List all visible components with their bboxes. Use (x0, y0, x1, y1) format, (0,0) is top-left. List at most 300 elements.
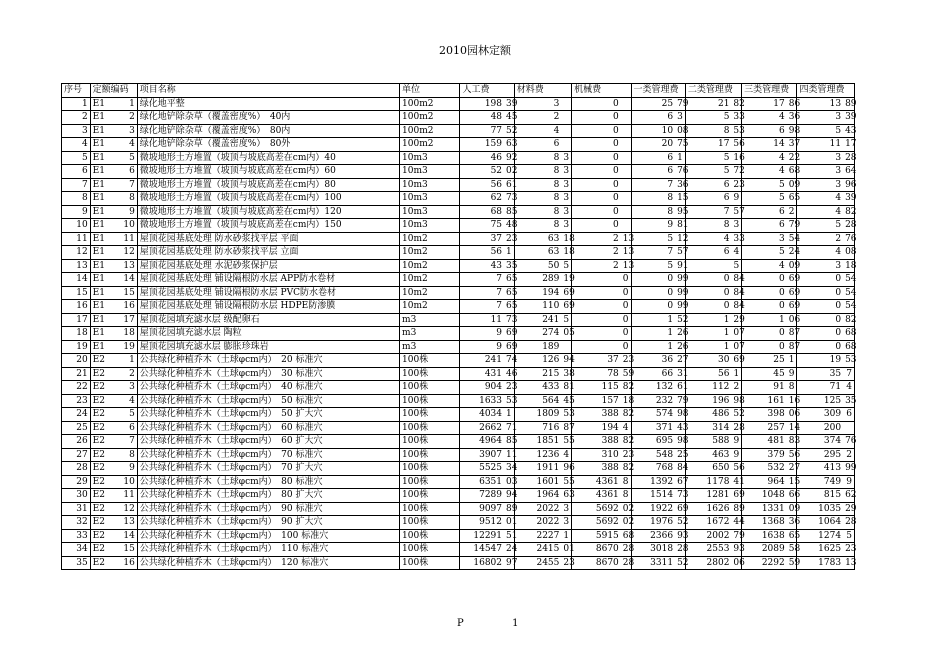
cell-unit: 100株 (400, 435, 460, 449)
cell-row-index: 26 (62, 435, 91, 449)
cell-mgmt1-dec: 1 (675, 151, 685, 165)
cell-material-dec (561, 138, 571, 152)
cell-machine-int (572, 313, 621, 327)
cell-material-int: 2022 (514, 502, 561, 516)
cell-material-dec: 96 (563, 463, 575, 473)
cell-material-dec: 55 (563, 436, 575, 446)
cell-machine-dec: 02 (622, 503, 635, 514)
cell-mgmt1-dec: 52 (677, 314, 689, 325)
cell-mgmt4-dec: 35 (845, 395, 857, 406)
cell-labor-int: 56 (460, 246, 504, 260)
cell-machine-int: 388 (572, 435, 621, 449)
cell-machine-int: 2 (572, 246, 621, 260)
cell-machine-int: 0 (572, 165, 621, 179)
cell-machine-dec: 13 (622, 247, 635, 257)
cell-material-int: 2022 (514, 516, 561, 530)
cell-labor-dec: 85 (506, 436, 518, 446)
cell-mgmt4-int: 200 (797, 421, 843, 435)
cell-mgmt3-int: 0 (742, 273, 787, 287)
cell-mgmt3-int: 0 (742, 286, 787, 300)
cell-mgmt2-dec: 33 (733, 112, 745, 122)
cell-row-index: 6 (62, 165, 91, 179)
cell-unit: 100m2 (400, 124, 460, 138)
cell-row-index: 31 (62, 502, 91, 516)
cell-mgmt1-int: 768 (631, 462, 675, 476)
cell-code-prefix: E1 (90, 111, 103, 125)
cell-mgmt3-dec: 65 (788, 530, 801, 541)
cell-labor-int: 4034 (460, 408, 504, 422)
cell-mgmt2-int: 30 (685, 354, 731, 368)
cell-code-prefix: E1 (90, 138, 103, 152)
cell-code-prefix: E1 (90, 273, 103, 287)
cell-mgmt1-int: 1976 (631, 516, 675, 530)
cell-row-index: 25 (62, 421, 91, 435)
cell-labor-int: 62 (460, 192, 504, 206)
cell-machine-int (572, 273, 621, 287)
cell-machine-int: 5692 (572, 502, 621, 516)
cell-mgmt3-int: 161 (742, 394, 787, 408)
cell-mgmt2-int: 8 (685, 124, 731, 138)
cell-labor-dec: 45 (506, 112, 518, 122)
cell-item-name: 公共绿化种植乔木（土球φcm内） 70 扩大穴 (137, 462, 399, 476)
cell-mgmt4-int: 4 (797, 192, 843, 206)
cell-mgmt2-int: 1 (685, 313, 731, 327)
cell-mgmt4-int: 1625 (797, 543, 843, 557)
cell-machine-dec: 8 (621, 489, 631, 503)
cell-labor-dec: 65 (506, 301, 518, 311)
cell-mgmt3-dec: 87 (788, 328, 801, 338)
cell-mgmt3-dec: 27 (788, 463, 801, 473)
cell-mgmt3-dec: 37 (788, 139, 801, 149)
cell-code-number: 9 (103, 205, 137, 219)
cell-machine-int: 8670 (572, 556, 621, 570)
cell-machine-int: 5692 (572, 516, 621, 530)
cell-machine-int: 5915 (572, 529, 621, 543)
cell-mgmt3-int: 5 (742, 178, 787, 192)
cell-mgmt3-int: 0 (742, 340, 787, 354)
cell-mgmt1-int: 7 (631, 246, 675, 260)
cell-mgmt1-int: 20 (631, 138, 675, 152)
cell-machine-dec: 82 (622, 436, 635, 446)
cell-item-name: 屋顶花园基底处理 防水砂浆找平层 平面 (137, 232, 399, 246)
cell-mgmt3-dec: 2 (787, 205, 797, 219)
cell-mgmt1-int: 695 (631, 435, 675, 449)
cell-mgmt2-int: 0 (685, 273, 731, 287)
cell-mgmt4-dec: 23 (845, 544, 857, 554)
cell-machine-int: 0 (572, 138, 621, 152)
cell-mgmt2-dec: 33 (733, 233, 745, 244)
header-mgmt-class-2: 二类管理费 (685, 84, 741, 98)
table-row (62, 394, 855, 408)
page-letter: P (457, 618, 464, 629)
cell-mgmt1-dec: 27 (677, 355, 689, 365)
cell-unit: 100株 (400, 543, 460, 557)
cell-machine-dec: 02 (622, 517, 635, 527)
cell-labor-dec: 35 (506, 260, 518, 271)
cell-row-index: 1 (62, 97, 91, 111)
cell-code-number: 12 (103, 246, 137, 260)
cell-mgmt2-int (685, 259, 731, 273)
cell-material-int: 274 (514, 327, 561, 341)
cell-code-prefix: E2 (90, 489, 103, 503)
cell-mgmt1-dec: 91 (677, 260, 689, 271)
cell-mgmt3-dec: 58 (788, 544, 801, 554)
cell-labor-dec: 53 (506, 395, 518, 406)
cell-machine-dec: 0 (621, 327, 631, 341)
cell-code-number: 8 (103, 448, 137, 462)
cell-mgmt1-dec: 43 (677, 422, 689, 433)
cell-mgmt1-dec: 15 (677, 193, 689, 203)
cell-mgmt4-dec: 62 (845, 490, 857, 500)
cell-code-prefix: E1 (90, 192, 103, 206)
cell-unit: m3 (400, 327, 460, 341)
cell-mgmt1-int: 1 (631, 340, 675, 354)
cell-machine-int: 115 (572, 381, 621, 395)
cell-material-dec: 3 (561, 516, 571, 530)
table-row (62, 259, 855, 273)
cell-code-prefix: E1 (90, 327, 103, 341)
cell-labor-dec: 24 (506, 544, 518, 554)
cell-labor-dec: 52 (506, 125, 518, 136)
cell-mgmt2-int: 196 (685, 394, 731, 408)
cell-row-index: 13 (62, 259, 91, 273)
cell-material-int: 2455 (514, 556, 561, 570)
cell-mgmt1-dec: 08 (677, 125, 689, 136)
cell-material-int: 8 (514, 205, 561, 219)
cell-material-dec: 3 (561, 178, 571, 192)
page-number: 1 (512, 618, 519, 629)
cell-code-number: 14 (103, 273, 137, 287)
cell-material-int: 2227 (514, 529, 561, 543)
cell-item-name: 微坡地形土方堆置（坡顶与坡底高差在cm内）100 (137, 192, 399, 206)
cell-labor-dec: 1 (504, 246, 514, 260)
cell-machine-int: 4361 (572, 489, 621, 503)
cell-row-index: 9 (62, 205, 91, 219)
cell-mgmt4-int: 71 (797, 381, 843, 395)
table-row (62, 340, 855, 354)
cell-mgmt1-int: 232 (631, 394, 675, 408)
cell-mgmt1-dec: 25 (677, 449, 689, 460)
cell-unit: 100株 (400, 475, 460, 489)
cell-code-prefix: E1 (90, 97, 103, 111)
cell-labor-dec: 23 (506, 382, 518, 392)
cell-item-name: 公共绿化种植乔木（土球φcm内） 20 标准穴 (137, 354, 399, 368)
cell-mgmt3-dec: 56 (788, 449, 801, 460)
cell-code-number: 15 (103, 543, 137, 557)
cell-mgmt3-dec: 68 (788, 166, 801, 176)
cell-machine-dec (621, 124, 631, 138)
cell-unit: 10m3 (400, 151, 460, 165)
cell-material-int: 1601 (514, 475, 561, 489)
cell-labor-dec: 89 (506, 503, 518, 514)
cell-mgmt3-int: 1368 (742, 516, 787, 530)
table-row (62, 381, 855, 395)
cell-mgmt2-int: 1 (685, 340, 731, 354)
cell-material-int: 8 (514, 151, 561, 165)
cell-machine-int: 4361 (572, 475, 621, 489)
cell-code-number: 7 (103, 435, 137, 449)
cell-mgmt1-int: 8 (631, 192, 675, 206)
cell-mgmt2-dec: 5 (731, 259, 741, 273)
header-name: 项目名称 (137, 84, 399, 98)
cell-labor-dec: 74 (506, 355, 518, 365)
cell-labor-int: 6351 (460, 475, 504, 489)
cell-material-int: 8 (514, 192, 561, 206)
cell-material-dec: 5 (561, 313, 571, 327)
cell-mgmt1-int: 371 (631, 421, 675, 435)
cell-mgmt1-dec: 79 (677, 98, 689, 109)
cell-labor-dec: 11 (506, 449, 518, 460)
cell-item-name: 公共绿化种植乔木（土球φcm内） 30 标准穴 (137, 367, 399, 381)
cell-mgmt3-int: 3 (742, 232, 787, 246)
cell-mgmt4-int: 2 (797, 232, 843, 246)
cell-material-dec: 69 (563, 301, 575, 311)
cell-labor-int: 3907 (460, 448, 504, 462)
cell-code-number: 10 (103, 219, 137, 233)
cell-mgmt1-dec: 95 (677, 206, 689, 217)
cell-mgmt2-int: 2553 (685, 543, 731, 557)
cell-labor-int: 7 (460, 300, 504, 314)
cell-code-number: 5 (103, 151, 137, 165)
cell-material-int: 6 (514, 138, 561, 152)
cell-machine-dec (621, 165, 631, 179)
cell-mgmt2-int: 463 (685, 448, 731, 462)
cell-machine-dec (621, 205, 631, 219)
cell-labor-int: 9 (460, 340, 504, 354)
cell-mgmt2-dec: 72 (733, 166, 745, 176)
cell-code-number: 5 (103, 408, 137, 422)
cell-machine-dec (621, 151, 631, 165)
cell-material-int: 63 (514, 232, 561, 246)
cell-mgmt4-int: 4 (797, 246, 843, 260)
cell-mgmt2-dec: 84 (733, 274, 745, 284)
cell-mgmt1-dec: 36 (677, 179, 689, 190)
cell-unit: 10m2 (400, 246, 460, 260)
table-row (62, 165, 855, 179)
cell-mgmt2-dec: 2 (731, 381, 741, 395)
cell-labor-dec: 48 (506, 220, 518, 230)
cell-labor-dec: 1 (504, 408, 514, 422)
cell-mgmt2-int: 650 (685, 462, 731, 476)
cell-mgmt4-dec: 39 (845, 193, 857, 203)
cell-machine-int: 0 (572, 97, 621, 111)
cell-labor-int: 43 (460, 259, 504, 273)
cell-code-prefix: E1 (90, 313, 103, 327)
cell-row-index: 24 (62, 408, 91, 422)
table-row (62, 489, 855, 503)
cell-code-prefix: E2 (90, 475, 103, 489)
cell-mgmt3-int: 91 (742, 381, 787, 395)
cell-mgmt3-dec: 36 (788, 517, 801, 527)
cell-labor-dec: 34 (506, 463, 518, 473)
cell-labor-dec: 71 (506, 422, 518, 433)
cell-labor-int: 2662 (460, 421, 504, 435)
cell-labor-int: 75 (460, 219, 504, 233)
cell-mgmt1-dec: 28 (677, 544, 689, 554)
cell-mgmt3-dec: 06 (788, 314, 801, 325)
cell-material-int: 194 (514, 286, 561, 300)
cell-mgmt1-dec: 52 (677, 517, 689, 527)
cell-mgmt2-dec: 79 (733, 530, 745, 541)
cell-mgmt4-int: 13 (797, 97, 843, 111)
cell-mgmt3-int: 1048 (742, 489, 787, 503)
cell-material-int: 63 (514, 246, 561, 260)
cell-material-dec: 63 (563, 490, 575, 500)
cell-row-index: 7 (62, 178, 91, 192)
cell-code-prefix: E1 (90, 219, 103, 233)
header-code: 定额编码 (90, 84, 137, 98)
cell-labor-dec: 03 (506, 476, 518, 487)
cell-item-name: 绿化地铲除杂草（覆盖密度%） 80外 (137, 138, 399, 152)
cell-material-dec (561, 340, 571, 354)
cell-code-prefix: E2 (90, 462, 103, 476)
cell-machine-int: 310 (572, 448, 621, 462)
cell-mgmt1-int: 574 (631, 408, 675, 422)
cell-mgmt3-int: 964 (742, 475, 787, 489)
cell-row-index: 28 (62, 462, 91, 476)
cell-mgmt4-int: 1035 (797, 502, 843, 516)
cell-mgmt3-dec: 22 (788, 152, 801, 163)
cell-material-dec (561, 124, 571, 138)
cell-mgmt4-dec: 68 (845, 328, 857, 338)
cell-unit: m3 (400, 313, 460, 327)
cell-machine-dec: 18 (622, 395, 635, 406)
cell-row-index: 18 (62, 327, 91, 341)
cell-mgmt1-int: 66 (631, 367, 675, 381)
cell-mgmt3-dec: 59 (788, 557, 801, 568)
cell-item-name: 公共绿化种植乔木（土球φcm内） 60 标准穴 (137, 421, 399, 435)
table-row (62, 124, 855, 138)
table-row (62, 448, 855, 462)
cell-labor-dec: 02 (506, 166, 518, 176)
cell-labor-int: 68 (460, 205, 504, 219)
cell-mgmt3-int: 398 (742, 408, 787, 422)
cell-mgmt2-int: 5 (685, 111, 731, 125)
cell-mgmt2-dec: 4 (731, 246, 741, 260)
cell-unit: 10m2 (400, 273, 460, 287)
cell-mgmt2-dec: 56 (733, 463, 745, 473)
cell-material-dec: 3 (561, 205, 571, 219)
cell-material-int: 433 (514, 381, 561, 395)
cell-mgmt2-int: 1 (685, 327, 731, 341)
cell-mgmt1-int: 10 (631, 124, 675, 138)
cell-machine-dec: 82 (622, 409, 635, 419)
cell-mgmt2-dec: 28 (733, 422, 745, 433)
cell-mgmt3-dec: 06 (788, 409, 801, 419)
cell-mgmt3-int: 6 (742, 124, 787, 138)
cell-mgmt1-int: 1 (631, 327, 675, 341)
quota-table (61, 83, 855, 570)
cell-labor-dec: 63 (506, 139, 518, 149)
cell-item-name: 公共绿化种植乔木（土球φcm内） 90 标准穴 (137, 502, 399, 516)
cell-labor-dec: 39 (506, 98, 518, 109)
cell-machine-dec: 0 (621, 273, 631, 287)
cell-mgmt2-dec: 56 (733, 139, 745, 149)
cell-code-number: 2 (103, 367, 137, 381)
cell-material-int: 1236 (514, 448, 561, 462)
cell-material-dec: 19 (563, 274, 575, 284)
cell-labor-dec: 97 (506, 557, 518, 568)
cell-item-name: 屋顶花园基底处理 水泥砂浆保护层 (137, 259, 399, 273)
cell-mgmt1-int: 6 (631, 165, 675, 179)
cell-mgmt1-dec: 79 (677, 395, 689, 406)
cell-material-int: 1851 (514, 435, 561, 449)
cell-labor-dec: 51 (506, 530, 518, 541)
cell-code-number: 3 (103, 124, 137, 138)
cell-mgmt4-dec: 89 (845, 98, 857, 109)
cell-code-prefix: E2 (90, 502, 103, 516)
cell-mgmt3-int: 1331 (742, 502, 787, 516)
header-mgmt-class-4: 四类管理费 (797, 84, 855, 98)
cell-mgmt2-int: 6 (685, 246, 731, 260)
cell-material-int: 1964 (514, 489, 561, 503)
cell-unit: 100株 (400, 421, 460, 435)
cell-mgmt2-dec: 07 (733, 341, 745, 352)
cell-item-name: 屋顶花园基底处理 铺设隔根防水层 PVC防水卷材 (137, 286, 399, 300)
cell-mgmt4-int: 1274 (797, 529, 843, 543)
cell-labor-int: 159 (460, 138, 504, 152)
cell-item-name: 屋顶花园基底处理 铺设隔根防水层 APP防水卷材 (137, 273, 399, 287)
cell-mgmt1-int: 6 (631, 111, 675, 125)
cell-code-number: 10 (103, 475, 137, 489)
cell-labor-dec: 85 (506, 206, 518, 217)
cell-mgmt1-dec: 98 (677, 409, 689, 419)
cell-mgmt3-dec: 69 (788, 301, 801, 311)
cell-code-number: 6 (103, 421, 137, 435)
cell-row-index: 14 (62, 273, 91, 287)
cell-mgmt1-dec: 93 (677, 530, 689, 541)
cell-mgmt4-dec: 76 (845, 233, 857, 244)
cell-mgmt4-int: 3 (797, 165, 843, 179)
cell-code-number: 19 (103, 340, 137, 354)
cell-code-prefix: E1 (90, 124, 103, 138)
cell-mgmt1-dec: 3 (675, 111, 685, 125)
cell-mgmt3-int: 4 (742, 111, 787, 125)
cell-mgmt4-dec: 99 (845, 463, 857, 473)
cell-unit: 10m3 (400, 165, 460, 179)
header-mgmt-class-3: 三类管理费 (742, 84, 797, 98)
cell-material-int: 289 (514, 273, 561, 287)
header-unit: 单位 (400, 84, 460, 98)
cell-mgmt2-int: 4 (685, 232, 731, 246)
page-footer (457, 618, 518, 629)
cell-row-index: 10 (62, 219, 91, 233)
cell-machine-dec (621, 138, 631, 152)
cell-material-dec: 55 (563, 476, 575, 487)
cell-item-name: 微坡地形土方堆置（坡顶与坡底高差在cm内）150 (137, 219, 399, 233)
cell-machine-int: 0 (572, 192, 621, 206)
table-row (62, 273, 855, 287)
cell-material-int: 126 (514, 354, 561, 368)
cell-item-name: 屋顶花园填充滤水层 膨胀珍珠岩 (137, 340, 399, 354)
cell-mgmt4-int: 4 (797, 205, 843, 219)
cell-code-prefix: E1 (90, 205, 103, 219)
cell-mgmt4-dec: 17 (845, 139, 857, 149)
cell-mgmt2-int: 486 (685, 408, 731, 422)
cell-mgmt4-dec: 28 (845, 517, 857, 527)
cell-labor-dec: 92 (506, 152, 518, 163)
cell-mgmt3-int: 6 (742, 205, 787, 219)
cell-material-dec: 4 (561, 448, 571, 462)
cell-machine-dec (621, 178, 631, 192)
cell-mgmt2-dec: 52 (733, 409, 745, 419)
cell-machine-int: 2 (572, 259, 621, 273)
cell-row-index: 32 (62, 516, 91, 530)
cell-mgmt4-int: 125 (797, 394, 843, 408)
table-row (62, 556, 855, 570)
cell-mgmt3-int: 379 (742, 448, 787, 462)
cell-mgmt1-dec: 98 (677, 436, 689, 446)
